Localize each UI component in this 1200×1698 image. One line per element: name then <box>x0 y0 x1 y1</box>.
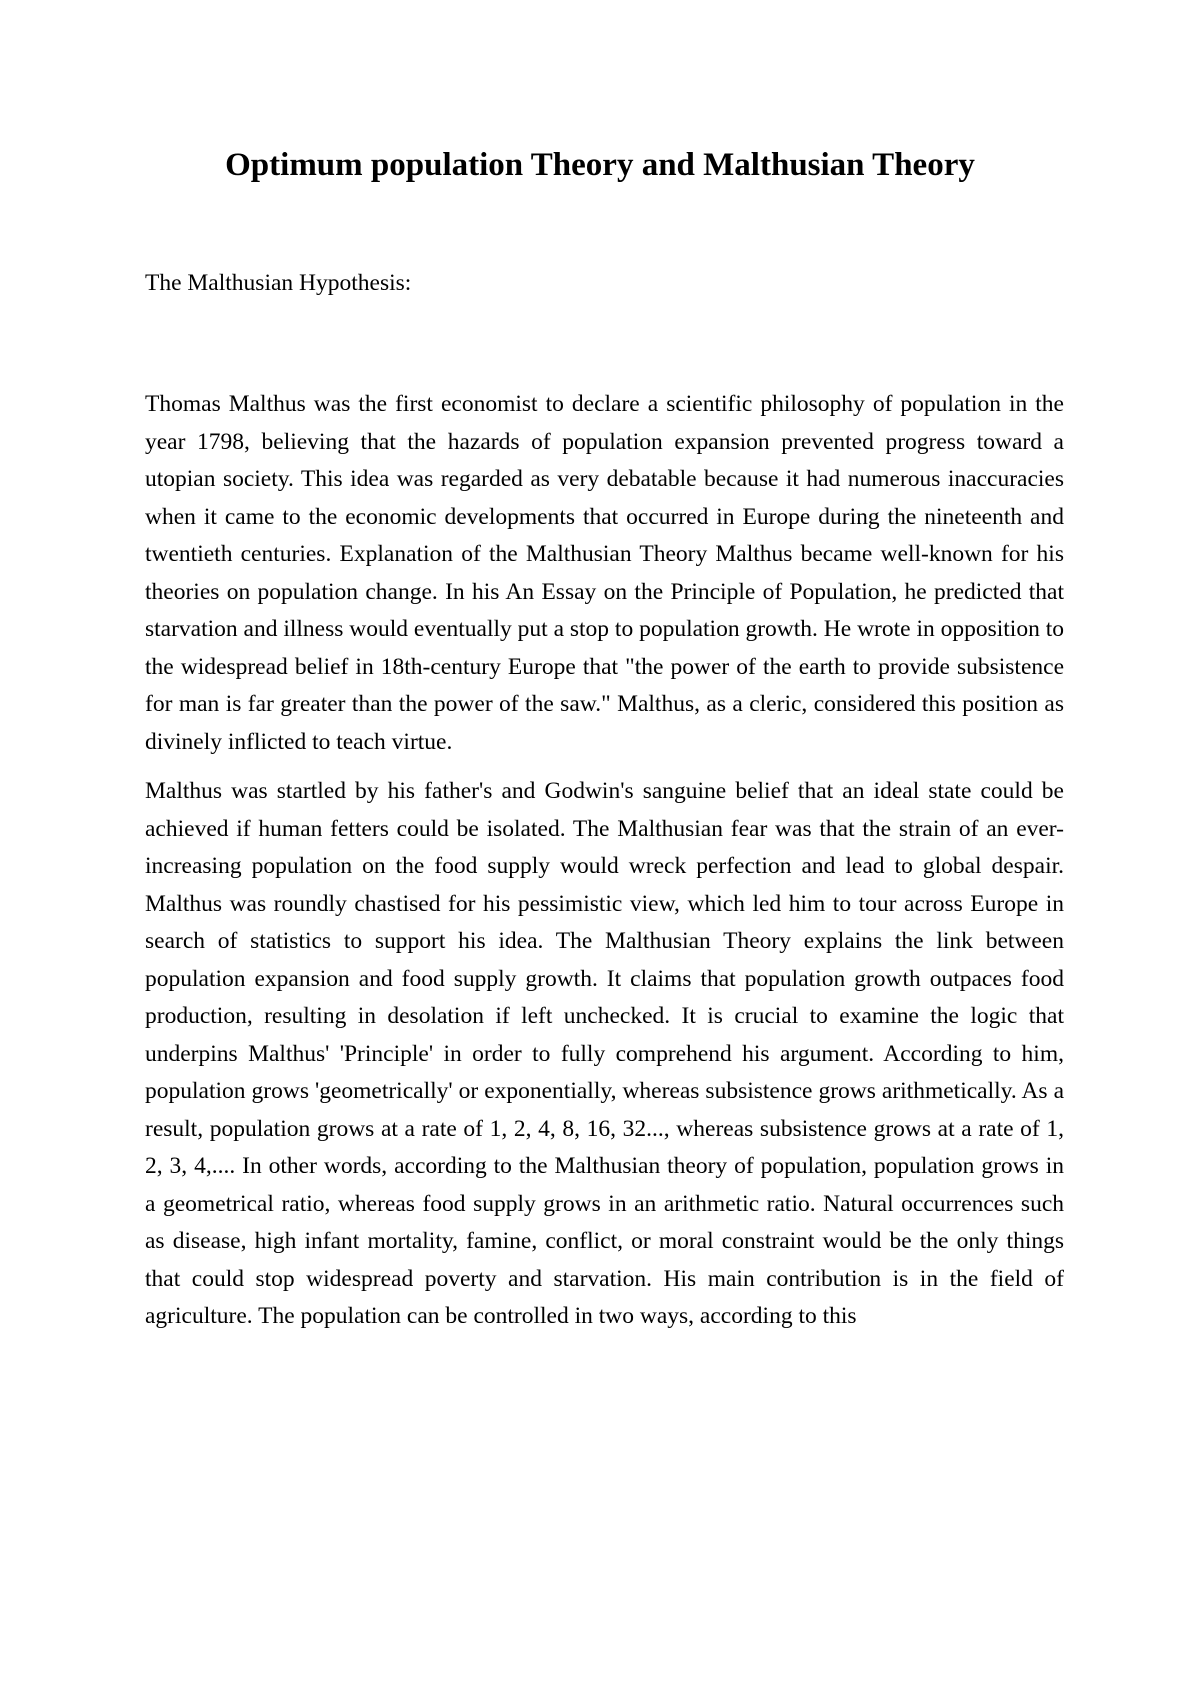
paragraph-1: Thomas Malthus was the first economist to declare a scientific philosophy of population in the year 1798, believing that the hazards of population expansion prevented progress toward a utopian society. This idea was regarded as very debatable because it had numerous inaccuracies when it came to the economic developments that occurred in Europe during the nineteenth and twentieth centuries. Explanation of the Malthusian Theory Malthus became well-known for his theories on population change. In his An Essay on the Principle of Population, he predicted that starvation and illness would eventually put a stop to population growth. He wrote in opposition to the widespread belief in 18th-century Europe that "the power of the earth to provide subsistence for man is far greater than the power of the saw." Malthus, as a cleric, considered this position as divinely inflicted to teach virtue. <box>145 391 1064 755</box>
document-title: Optimum population Theory and Malthusian Theory <box>225 147 975 183</box>
section-heading: The Malthusian Hypothesis: <box>145 270 412 296</box>
document-body <box>145 386 1064 1348</box>
paragraph-2: Malthus was startled by his father's and Godwin's sanguine belief that an ideal state could be achieved if human fetters could be isolated. The Malthusian fear was that the strain of an ever-increasing population on the food supply would wreck perfection and lead to global despair. Malthus was roundly chastised for his pessimistic view, which led him to tour across Europe in search of statistics to support his idea. The Malthusian Theory explains the link between population expansion and food supply growth. It claims that population growth outpaces food production, resulting in desolation if left unchecked. It is crucial to examine the logic that underpins Malthus' 'Principle' in order to fully comprehend his argument. According to him, population grows 'geometrically' or exponentially, whereas subsistence grows arithmetically. As a result, population grows at a rate of 1, 2, 4, 8, 16, 32..., whereas subsistence grows at a rate of 1, 2, 3, 4,.... In other words, according to the Malthusian theory of population, population grows in a geometrical ratio, whereas food supply grows in an arithmetic ratio. Natural occurrences such as disease, high infant mortality, famine, conflict, or moral constraint would be the only things that could stop widespread poverty and starvation. His main contribution is in the field of agriculture. The population can be controlled in two ways, according to this <box>145 778 1064 1329</box>
